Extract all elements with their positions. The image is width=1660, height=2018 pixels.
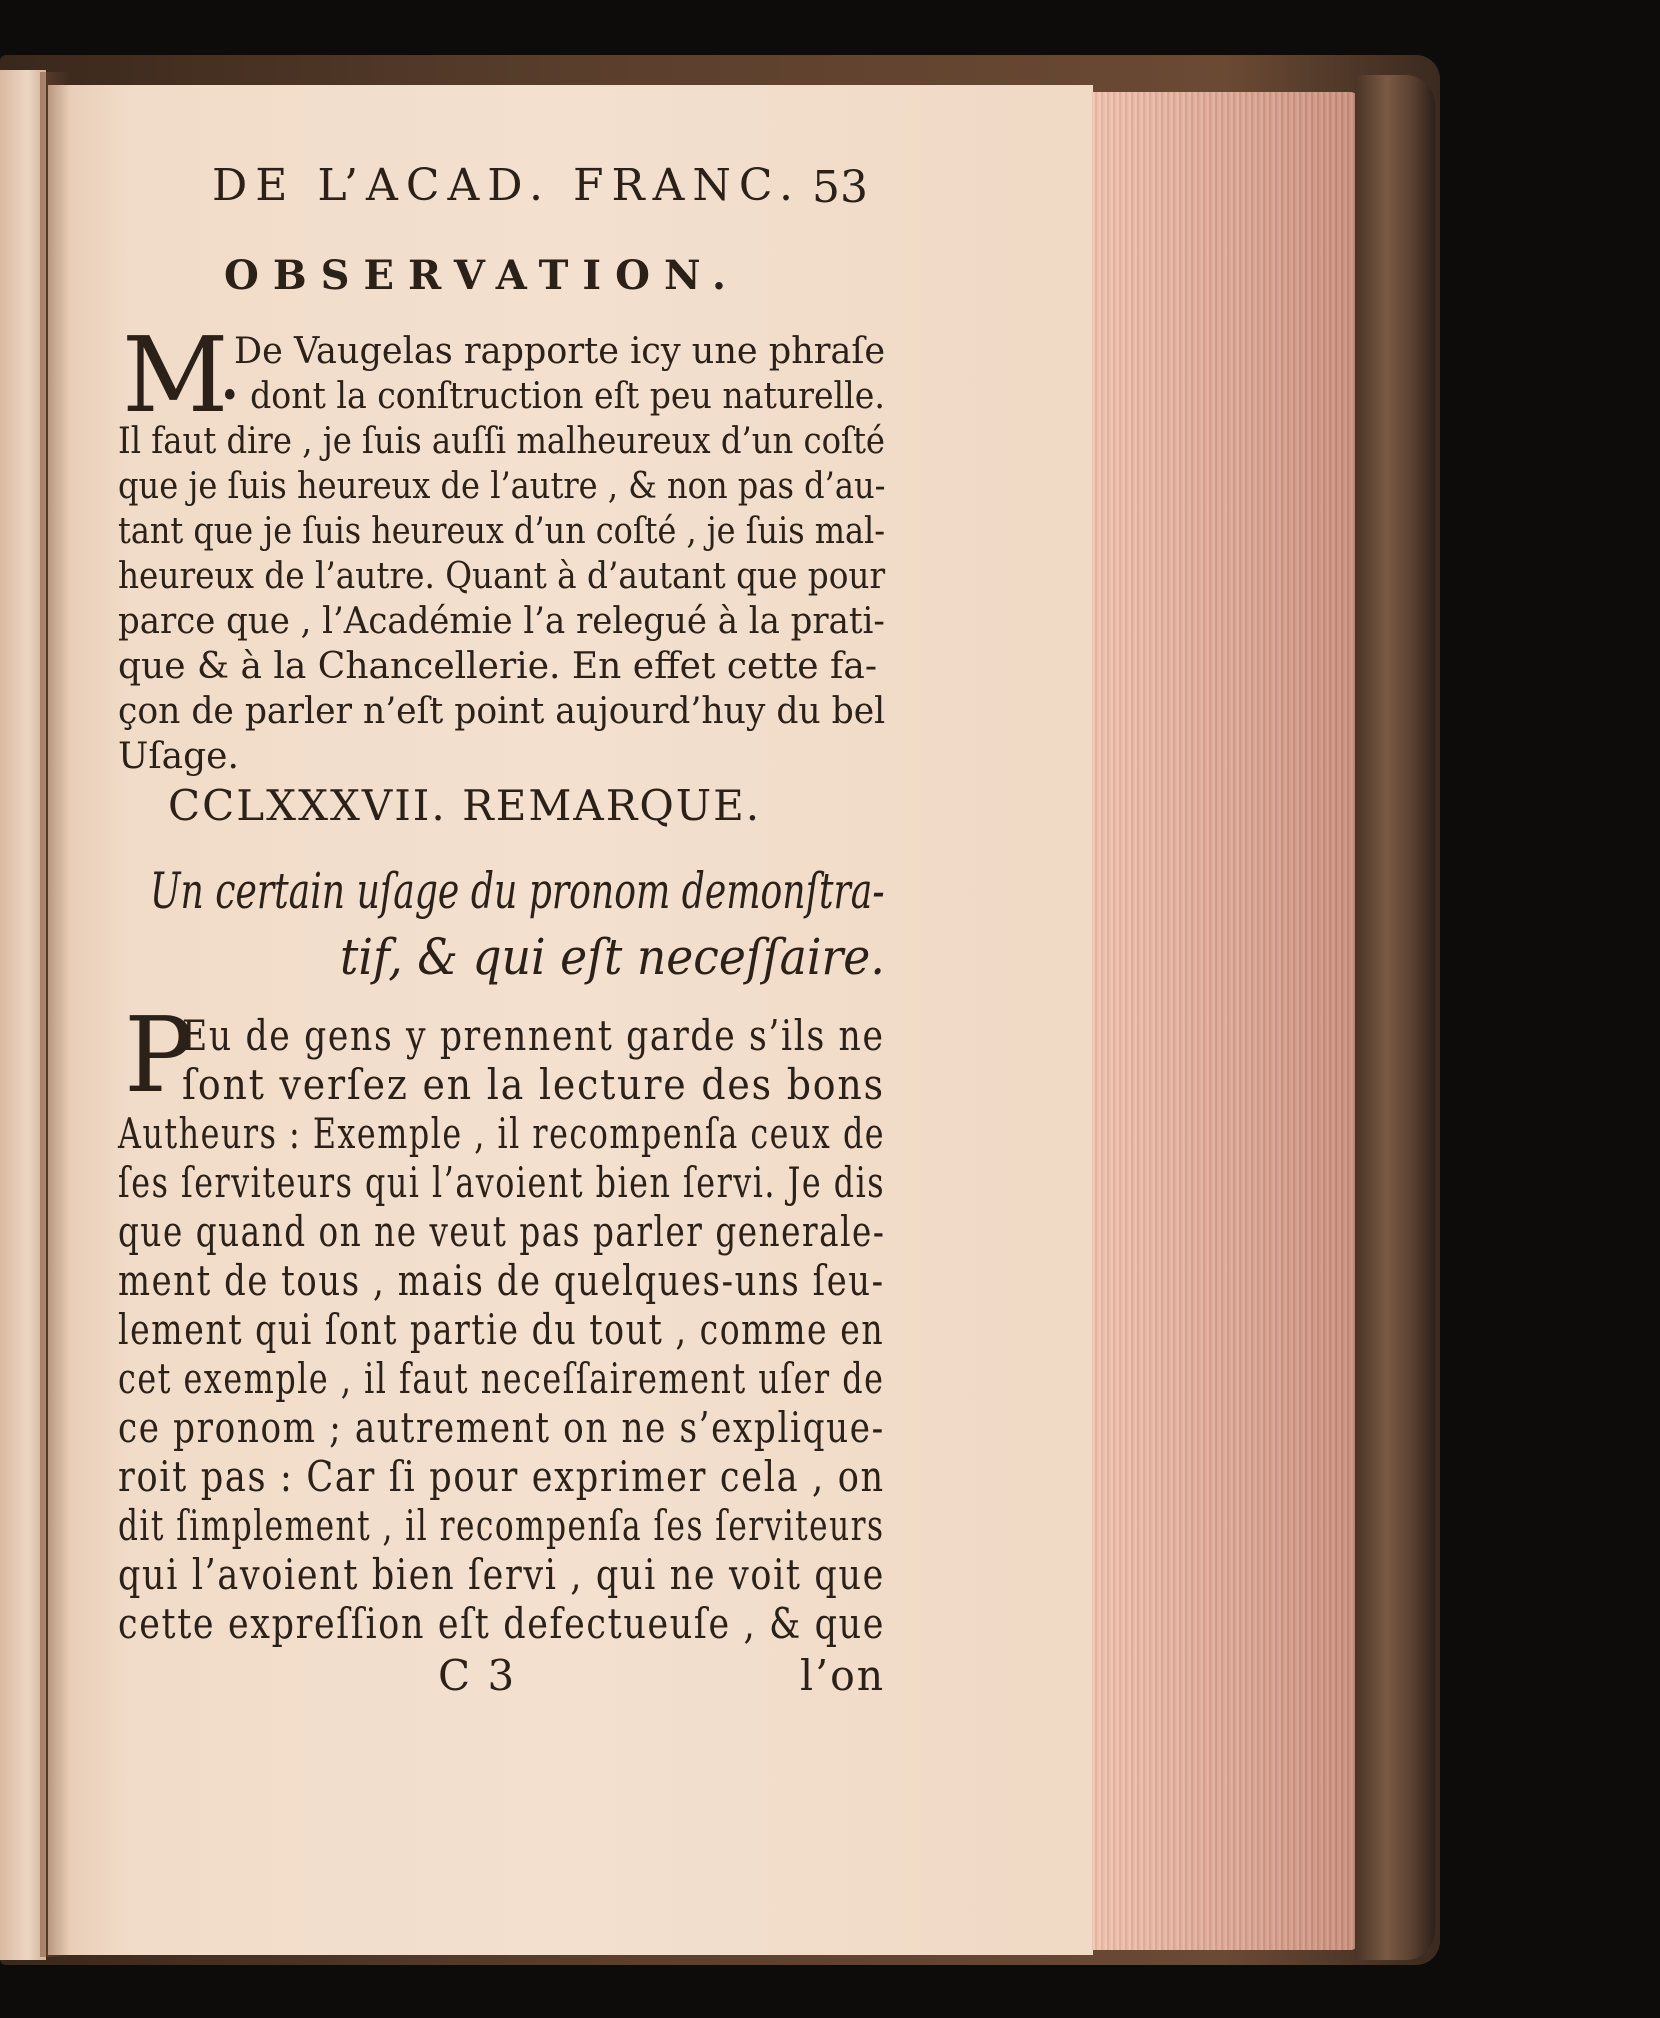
remarque-subtitle-line: tif, & qui eſt neceſſaire. [340,928,885,986]
observation-title: OBSERVATION. [224,252,740,299]
remarque-heading: CCLXXXVII. REMARQUE. [168,781,762,830]
signature-mark: C 3 [438,1651,517,1700]
observation-line: heureux de l’autre. Quant à d’autant que pour [118,556,886,597]
remarque-line: lement qui ſont partie du tout , comme en [118,1305,885,1354]
observation-line: parce que , l’Académie l’a relegué à la prati- [118,601,885,642]
remarque-line: ce pronom ; autrement on ne s’explique- [118,1403,885,1452]
running-title: DE L’ACAD. FRANC. [212,160,801,211]
remarque-line: que quand on ne veut pas parler generale- [118,1207,886,1256]
remarque-subtitle-line: Un certain uſage du pronom demonſtra- [150,862,885,920]
remarque-line: ſes ſerviteurs qui l’avoient bien ſervi. Je dis [118,1158,886,1207]
observation-line: çon de parler n’eſt point aujourd’huy du bel [118,691,886,732]
remarque-line: ment de tous , mais de quelques-uns ſeu- [118,1256,885,1305]
remarque-line: cet exemple , il faut neceſſairement uſer de [118,1354,885,1403]
remarque-line: Autheurs : Exemple , il recompenſa ceux de [118,1109,886,1158]
observation-line: • dont la conſtruction eſt peu naturelle. [220,376,885,417]
observation-line: tant que je ſuis heureux d’un coſté , je ſuis mal- [118,511,885,552]
page-number: 53 [812,162,868,213]
remarque-line: roit pas : Car ſi pour exprimer cela , on [118,1452,885,1501]
observation-line: que je ſuis heureux de l’autre , & non pas d’au- [118,466,886,507]
remarque-line: dit ſimplement , il recompenſa ſes ſerviteurs [118,1501,885,1550]
page-gutter [40,72,70,1957]
observation-line: Uſage. [118,736,239,777]
remarque-line: cette expreſſion eſt defectueuſe , & que [118,1599,886,1648]
remarque-line: Eu de gens y prennent garde s’ils ne [182,1011,885,1060]
remarque-line: qui l’avoient bien ſervi , qui ne voit que [118,1550,885,1599]
observation-line: Il faut dire , je ſuis auſſi malheureux d’un coſté [118,421,886,462]
catchword: l’on [800,1651,886,1700]
book-spine [1355,75,1435,1960]
remarque-line: ſont verſez en la lecture des bons [182,1060,885,1109]
page-block-shade [1092,92,1360,1950]
drop-cap-p: P [124,994,194,1116]
observation-line: De Vaugelas rapporte icy une phraſe [234,331,886,372]
observation-line: que & à la Chancellerie. En effet cette fa- [118,646,877,687]
drop-cap-m: M [122,314,229,436]
